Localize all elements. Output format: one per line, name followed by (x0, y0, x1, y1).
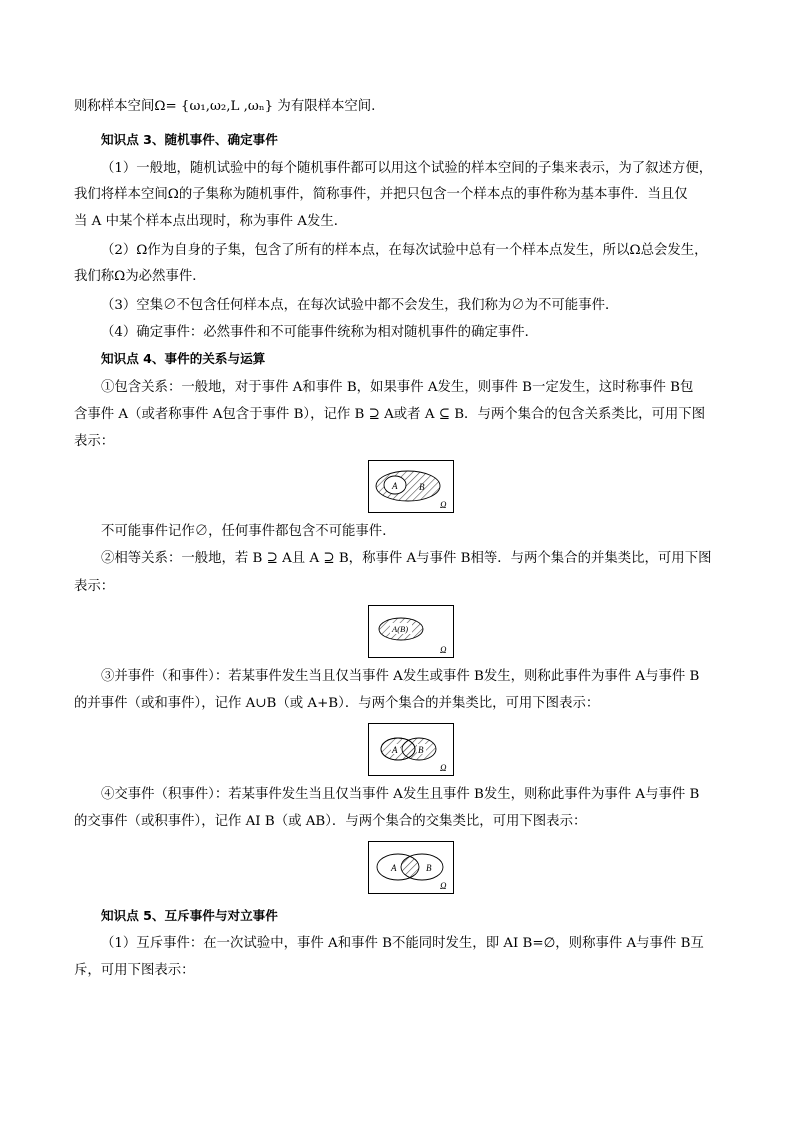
set-a-label: A (392, 745, 398, 755)
paragraph-line: 含事件 A（或者称事件 A包含于事件 B），记作 B ⊇ A或者 A ⊆ B．与两个集合的包含关系类比，可用下图 (74, 407, 706, 422)
paragraph-line: （3）空集∅不包含任何样本点，在每次试验中都不会发生，我们称为∅为不可能事件． (101, 298, 619, 313)
paragraph-line: （2）Ω作为自身的子集，包含了所有的样本点，在每次试验中总有一个样本点发生，所以Ω总会发生， (101, 243, 708, 258)
venn-intersection-figure (368, 841, 454, 894)
paragraph-line: （1）互斥事件：在一次试验中，事件 A和事件 B不能同时发生，即 AI B=∅，则称事件 A与事件 B互 (101, 936, 704, 951)
set-b-label: B (419, 482, 425, 492)
finite-sample-space-line: 则称样本空间Ω= {ω₁,ω₂,L ,ωₙ} 为有限样本空间. (74, 99, 376, 114)
paragraph-line: 不可能事件记作∅，任何事件都包含不可能事件． (101, 524, 396, 539)
set-b-label: B (426, 863, 432, 873)
venn-equality-figure (368, 605, 454, 658)
paragraph-line: ④交事件（积事件）：若某事件发生当且仅当事件 A发生且事件 B发生，则称此事件为事件 A与事件 B (101, 787, 700, 802)
omega-label: Ω (440, 881, 447, 891)
set-ab-label: A(B) (392, 624, 409, 634)
heading-point-5: 知识点 5、互斥事件与对立事件 (101, 908, 278, 923)
heading-point-4: 知识点 4、事件的关系与运算 (101, 351, 266, 366)
venn-inclusion-figure (368, 460, 454, 513)
paragraph-line: ①包含关系：一般地，对于事件 A和事件 B，如果事件 A发生，则事件 B一定发生，这时称事件 B包 (101, 380, 694, 395)
omega-label: Ω (440, 500, 447, 510)
paragraph-line: ③并事件（和事件）：若某事件发生当且仅当事件 A发生或事件 B发生，则称此事件为事件 A与事件 B (101, 669, 700, 684)
heading-point-3: 知识点 3、随机事件、确定事件 (101, 132, 278, 147)
set-a-label: A (391, 863, 397, 873)
paragraph-line: （1）一般地，随机试验中的每个随机事件都可以用这个试验的样本空间的子集来表示，为了叙述方便， (101, 161, 713, 176)
paragraph-line: 斥，可用下图表示： (74, 963, 195, 978)
venn-union-figure (368, 723, 454, 776)
paragraph-line: ②相等关系：一般地，若 B ⊇ A且 A ⊇ B，称事件 A与事件 B相等．与两个集合的并集类比，可用下图 (101, 551, 712, 566)
paragraph-line: （4）确定事件：必然事件和不可能事件统称为相对随机事件的确定事件． (101, 325, 539, 340)
paragraph-line: 表示： (74, 434, 115, 449)
paragraph-line: 我们称Ω为必然事件． (74, 269, 206, 284)
paragraph-line: 我们将样本空间Ω的子集称为随机事件，简称事件，并把只包含一个样本点的事件称为基本事件．当且仅 (74, 187, 688, 202)
set-b-label: B (418, 745, 424, 755)
paragraph-line: 表示： (74, 579, 115, 594)
paragraph-line: 的并事件（或和事件），记作 A∪B（或 A+B）．与两个集合的并集类比，可用下图表示： (74, 696, 600, 711)
set-a-label: A (392, 481, 398, 491)
omega-label: Ω (440, 763, 447, 773)
omega-label: Ω (440, 645, 447, 655)
paragraph-line: 当 A 中某个样本点出现时，称为事件 A发生． (74, 214, 348, 229)
paragraph-line: 的交事件（或积事件），记作 AI B（或 AB）．与两个集合的交集类比，可用下图表示： (74, 814, 587, 829)
